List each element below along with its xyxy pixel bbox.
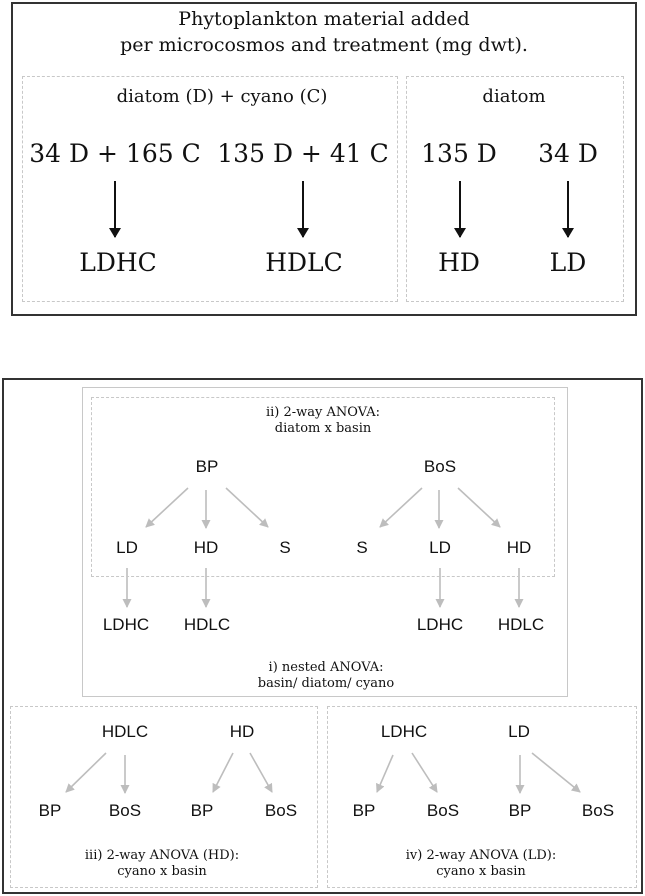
- amount-hd: 135 D: [421, 139, 497, 168]
- box-iv-title-line1: iv) 2-way ANOVA (LD):: [405, 848, 557, 863]
- node-iii-bp1: BP: [38, 801, 62, 820]
- node-iv-bos2: BoS: [581, 801, 615, 820]
- amount-ld: 34 D: [538, 139, 598, 168]
- node-bp: BP: [195, 457, 219, 476]
- node-iv-ld: LD: [508, 722, 530, 741]
- node-iv-ldhc: LDHC: [380, 722, 428, 741]
- node-iii-hdlc: HDLC: [101, 722, 149, 741]
- node-iv-bp1: BP: [352, 801, 376, 820]
- node-iii-bos2: BoS: [264, 801, 298, 820]
- treatment-hdlc: HDLC: [265, 248, 343, 277]
- node-iii-bos1: BoS: [108, 801, 142, 820]
- amount-ldhc: 34 D + 165 C: [29, 139, 201, 168]
- box-ii-title-line2: diatom x basin: [274, 421, 372, 436]
- node-iii-bp2: BP: [190, 801, 214, 820]
- diatom-group-label: diatom: [482, 86, 546, 107]
- box-iv-title-line2: cyano x basin: [436, 864, 526, 879]
- node-bos-hdlc: HDLC: [497, 615, 545, 634]
- node-bos: BoS: [423, 457, 457, 476]
- mixed-group-label: diatom (D) + cyano (C): [116, 86, 328, 107]
- box-i-title-line1: i) nested ANOVA:: [268, 660, 384, 675]
- node-iv-bp2: BP: [508, 801, 532, 820]
- node-bos-hd: HD: [506, 538, 532, 557]
- top-title-line2: per microcosmos and treatment (mg dwt).: [120, 34, 528, 56]
- treatment-hd: HD: [438, 248, 480, 277]
- node-bp-hd: HD: [193, 538, 219, 557]
- top-title-line1: Phytoplankton material added: [178, 8, 470, 30]
- amount-hdlc: 135 D + 41 C: [217, 139, 389, 168]
- node-bp-hdlc: HDLC: [183, 615, 231, 634]
- box-iii-title-line2: cyano x basin: [117, 864, 207, 879]
- node-bos-s: S: [356, 538, 368, 557]
- node-bp-s: S: [279, 538, 291, 557]
- treatment-ldhc: LDHC: [79, 248, 157, 277]
- node-iv-bos1: BoS: [426, 801, 460, 820]
- node-iii-hd: HD: [229, 722, 255, 741]
- treatment-ld: LD: [549, 248, 587, 277]
- node-bp-ld: LD: [116, 538, 138, 557]
- box-iii-title-line1: iii) 2-way ANOVA (HD):: [84, 848, 240, 863]
- node-bp-ldhc: LDHC: [102, 615, 150, 634]
- node-bos-ldhc: LDHC: [416, 615, 464, 634]
- box-i-title-line2: basin/ diatom/ cyano: [257, 676, 395, 691]
- node-bos-ld: LD: [429, 538, 451, 557]
- box-ii-title-line1: ii) 2-way ANOVA:: [265, 405, 381, 420]
